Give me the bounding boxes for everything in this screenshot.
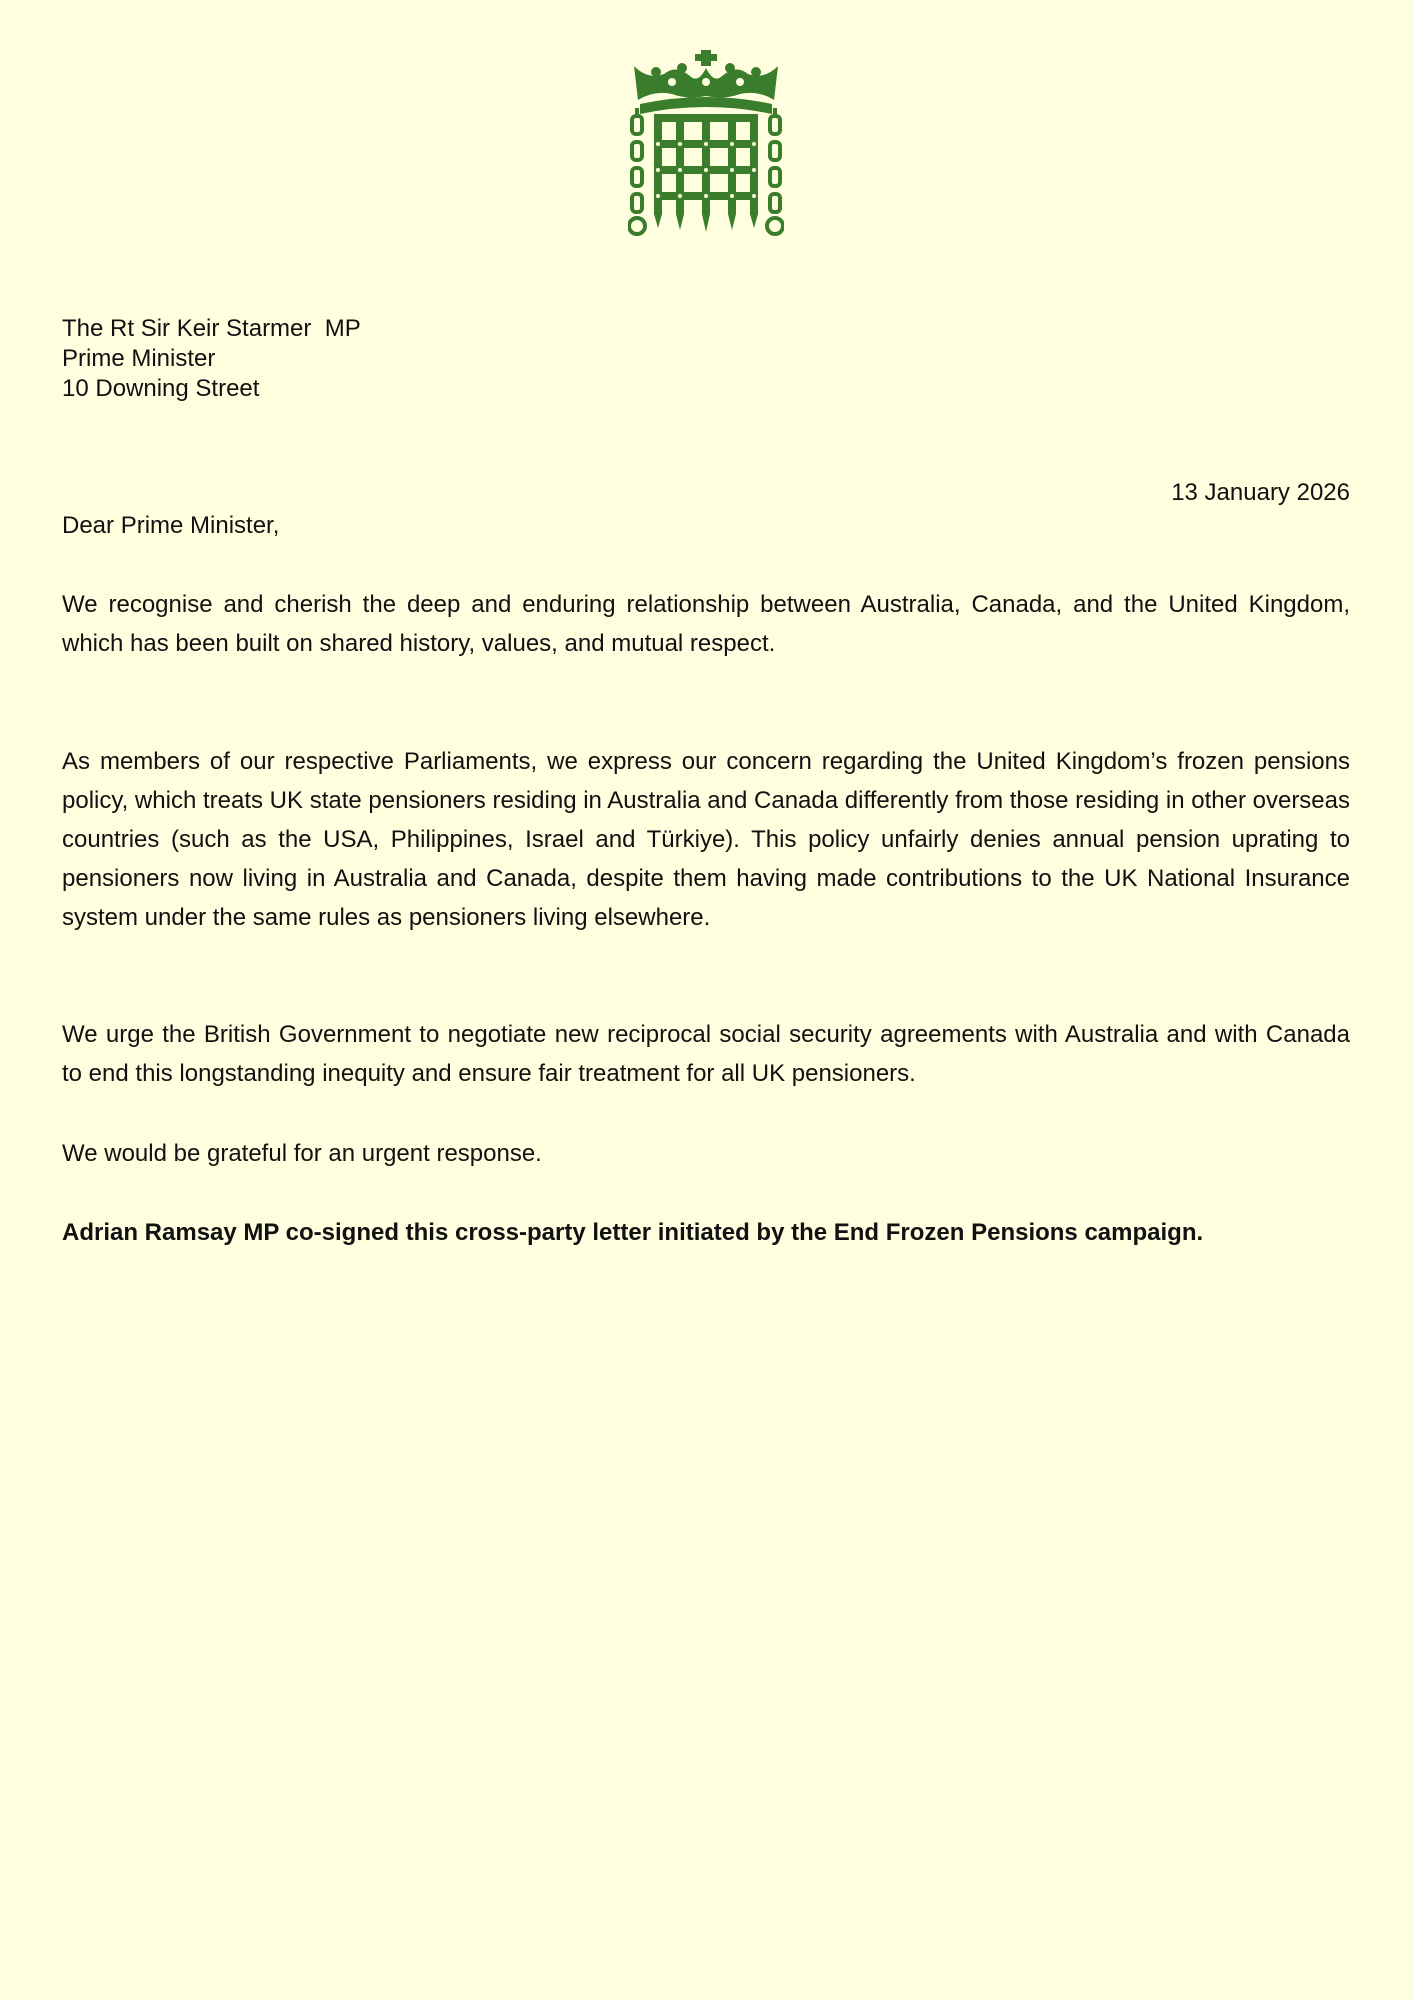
paragraph-relationship: We recognise and cherish the deep and enduring relationship between Australia, Canada, and the United Kingdom, which has been built on shared history, values, and mutual respect. (62, 591, 1350, 657)
paragraph-request: We would be grateful for an urgent response. (62, 1140, 542, 1167)
paragraph-concern: As members of our respective Parliaments, we express our concern regarding the United Kingdom’s frozen pensions policy, which treats UK state pensioners residing in Australia and Canada differently from those residing in other overseas countries (such as the USA, Philippines, Israel and Türkiye). This policy unfairly denies annual pension uprating to pensioners now living in Australia and Canada, despite them having made contributions to the UK National Insurance system under the same rules as pensioners living elsewhere. (62, 748, 1350, 931)
portcullis-crest-icon (628, 50, 784, 238)
salutation: Dear Prime Minister, (62, 512, 280, 539)
recipient-name: The Rt Sir Keir Starmer MP (62, 315, 361, 342)
letter-date: 13 January 2026 (1171, 479, 1350, 506)
signoff-statement: Adrian Ramsay MP co-signed this cross-party letter initiated by the End Frozen Pensions campaign. (62, 1219, 1204, 1246)
recipient-title: Prime Minister (62, 345, 216, 372)
recipient-address (62, 314, 361, 404)
recipient-street: 10 Downing Street (62, 375, 260, 402)
paragraph-urge: We urge the British Government to negotiate new reciprocal social security agreements with Australia and with Canada to end this longstanding inequity and ensure fair treatment for all UK pensioners. (62, 1021, 1350, 1087)
